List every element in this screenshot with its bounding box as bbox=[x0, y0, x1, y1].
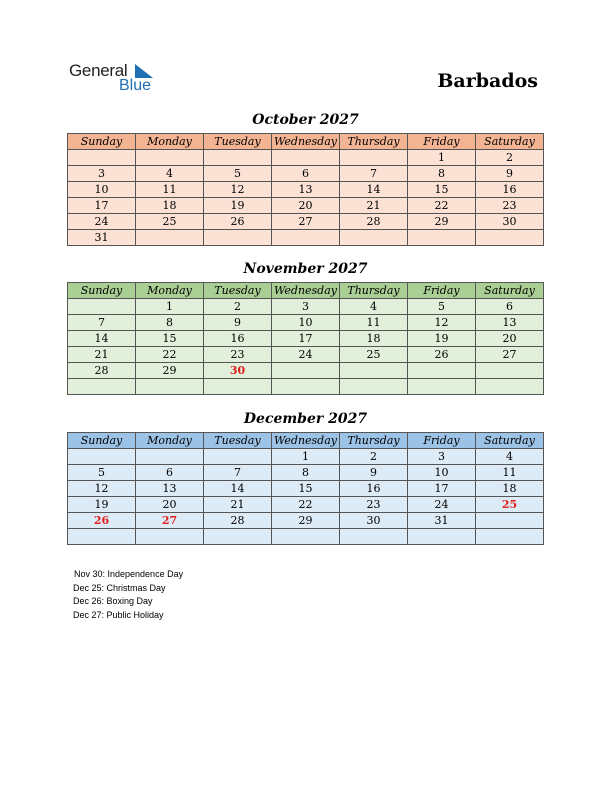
day-cell: 30 bbox=[476, 214, 544, 230]
logo-text-blue: Blue bbox=[119, 77, 152, 94]
day-cell: 29 bbox=[272, 513, 340, 529]
calendar-october bbox=[67, 133, 544, 246]
day-cell: 29 bbox=[136, 363, 204, 379]
day-cell bbox=[136, 150, 204, 166]
day-cell: 5 bbox=[408, 299, 476, 315]
day-cell: 26 bbox=[204, 214, 272, 230]
day-cell: 8 bbox=[136, 315, 204, 331]
day-cell: 22 bbox=[408, 198, 476, 214]
week-row bbox=[68, 182, 544, 198]
week-row bbox=[68, 379, 544, 395]
weekday-header-saturday: Saturday bbox=[476, 433, 544, 449]
week-row bbox=[68, 481, 544, 497]
weekday-header-row bbox=[68, 433, 544, 449]
week-row bbox=[68, 497, 544, 513]
week-row bbox=[68, 166, 544, 182]
month-title-december: December 2027 bbox=[243, 411, 368, 427]
weekday-header-sunday: Sunday bbox=[68, 283, 136, 299]
weekday-header-wednesday: Wednesday bbox=[272, 134, 340, 150]
day-cell: 19 bbox=[204, 198, 272, 214]
day-cell: 15 bbox=[136, 331, 204, 347]
day-cell bbox=[204, 230, 272, 246]
day-cell: 4 bbox=[136, 166, 204, 182]
day-cell bbox=[408, 230, 476, 246]
weekday-header-friday: Friday bbox=[408, 433, 476, 449]
day-cell: 25 bbox=[340, 347, 408, 363]
day-cell: 27 bbox=[476, 347, 544, 363]
day-cell bbox=[476, 529, 544, 545]
day-cell bbox=[340, 379, 408, 395]
day-cell: 23 bbox=[204, 347, 272, 363]
day-cell: 1 bbox=[272, 449, 340, 465]
country-title: Barbados bbox=[437, 70, 538, 92]
weekday-header-wednesday: Wednesday bbox=[272, 283, 340, 299]
day-cell: 7 bbox=[204, 465, 272, 481]
day-cell: 23 bbox=[476, 198, 544, 214]
day-cell bbox=[476, 363, 544, 379]
month-title-october: October 2027 bbox=[252, 112, 359, 128]
week-row bbox=[68, 529, 544, 545]
day-cell: 23 bbox=[340, 497, 408, 513]
day-cell: 18 bbox=[476, 481, 544, 497]
weekday-header-monday: Monday bbox=[136, 283, 204, 299]
weekday-header-thursday: Thursday bbox=[340, 433, 408, 449]
day-cell: 14 bbox=[340, 182, 408, 198]
week-row bbox=[68, 230, 544, 246]
day-cell bbox=[476, 379, 544, 395]
week-row bbox=[68, 363, 544, 379]
day-cell bbox=[68, 529, 136, 545]
day-cell: 27 bbox=[272, 214, 340, 230]
day-cell: 28 bbox=[204, 513, 272, 529]
day-cell: 24 bbox=[68, 214, 136, 230]
day-cell: 10 bbox=[272, 315, 340, 331]
day-cell: 9 bbox=[476, 166, 544, 182]
weekday-header-thursday: Thursday bbox=[340, 283, 408, 299]
weekday-header-monday: Monday bbox=[136, 134, 204, 150]
day-cell bbox=[136, 379, 204, 395]
day-cell: 6 bbox=[272, 166, 340, 182]
day-cell bbox=[136, 449, 204, 465]
day-cell bbox=[68, 379, 136, 395]
day-cell: 15 bbox=[272, 481, 340, 497]
weekday-header-saturday: Saturday bbox=[476, 134, 544, 150]
day-cell: 15 bbox=[408, 182, 476, 198]
day-cell: 11 bbox=[476, 465, 544, 481]
holiday-note: Nov 30: Independence Day bbox=[74, 569, 184, 579]
weekday-header-friday: Friday bbox=[408, 134, 476, 150]
week-row bbox=[68, 150, 544, 166]
day-cell bbox=[340, 150, 408, 166]
week-row bbox=[68, 465, 544, 481]
day-cell bbox=[68, 150, 136, 166]
day-cell: 24 bbox=[272, 347, 340, 363]
generalblue-logo bbox=[69, 61, 169, 97]
weekday-header-tuesday: Tuesday bbox=[204, 433, 272, 449]
day-cell bbox=[476, 513, 544, 529]
day-cell: 4 bbox=[340, 299, 408, 315]
day-cell: 1 bbox=[408, 150, 476, 166]
day-cell bbox=[204, 529, 272, 545]
day-cell bbox=[340, 230, 408, 246]
day-cell: 30 bbox=[204, 363, 272, 379]
day-cell: 20 bbox=[476, 331, 544, 347]
weekday-header-sunday: Sunday bbox=[68, 433, 136, 449]
week-row bbox=[68, 299, 544, 315]
day-cell: 12 bbox=[204, 182, 272, 198]
week-row bbox=[68, 214, 544, 230]
day-cell: 3 bbox=[408, 449, 476, 465]
day-cell bbox=[136, 529, 204, 545]
day-cell: 20 bbox=[272, 198, 340, 214]
day-cell: 14 bbox=[68, 331, 136, 347]
day-cell: 13 bbox=[136, 481, 204, 497]
day-cell bbox=[272, 150, 340, 166]
logo-triangle-icon bbox=[135, 64, 153, 78]
day-cell: 13 bbox=[476, 315, 544, 331]
day-cell: 12 bbox=[68, 481, 136, 497]
day-cell: 10 bbox=[68, 182, 136, 198]
day-cell: 13 bbox=[272, 182, 340, 198]
day-cell: 2 bbox=[340, 449, 408, 465]
day-cell: 19 bbox=[68, 497, 136, 513]
weekday-header-sunday: Sunday bbox=[68, 134, 136, 150]
calendar-november bbox=[67, 282, 544, 395]
day-cell: 24 bbox=[408, 497, 476, 513]
day-cell bbox=[272, 363, 340, 379]
day-cell: 21 bbox=[204, 497, 272, 513]
day-cell: 28 bbox=[68, 363, 136, 379]
day-cell: 3 bbox=[68, 166, 136, 182]
day-cell: 26 bbox=[408, 347, 476, 363]
day-cell bbox=[204, 150, 272, 166]
day-cell: 21 bbox=[68, 347, 136, 363]
day-cell: 7 bbox=[340, 166, 408, 182]
day-cell: 17 bbox=[408, 481, 476, 497]
week-row bbox=[68, 449, 544, 465]
day-cell: 11 bbox=[340, 315, 408, 331]
day-cell bbox=[68, 449, 136, 465]
weekday-header-wednesday: Wednesday bbox=[272, 433, 340, 449]
day-cell bbox=[272, 529, 340, 545]
weekday-header-row bbox=[68, 283, 544, 299]
weekday-header-thursday: Thursday bbox=[340, 134, 408, 150]
day-cell: 10 bbox=[408, 465, 476, 481]
day-cell bbox=[68, 299, 136, 315]
day-cell bbox=[272, 230, 340, 246]
week-row bbox=[68, 315, 544, 331]
day-cell bbox=[340, 529, 408, 545]
day-cell: 28 bbox=[340, 214, 408, 230]
day-cell: 17 bbox=[68, 198, 136, 214]
day-cell: 2 bbox=[476, 150, 544, 166]
day-cell: 30 bbox=[340, 513, 408, 529]
day-cell bbox=[476, 230, 544, 246]
day-cell: 26 bbox=[68, 513, 136, 529]
weekday-header-monday: Monday bbox=[136, 433, 204, 449]
week-row bbox=[68, 198, 544, 214]
day-cell: 6 bbox=[136, 465, 204, 481]
holiday-note: Dec 25: Christmas Day bbox=[73, 582, 166, 593]
weekday-header-tuesday: Tuesday bbox=[204, 134, 272, 150]
day-cell bbox=[204, 379, 272, 395]
day-cell: 22 bbox=[136, 347, 204, 363]
day-cell: 5 bbox=[68, 465, 136, 481]
day-cell: 18 bbox=[136, 198, 204, 214]
week-row bbox=[68, 513, 544, 529]
day-cell: 1 bbox=[136, 299, 204, 315]
weekday-header-tuesday: Tuesday bbox=[204, 283, 272, 299]
holiday-note: Dec 27: Public Holiday bbox=[73, 609, 164, 620]
day-cell: 18 bbox=[340, 331, 408, 347]
day-cell bbox=[340, 363, 408, 379]
weekday-header-row bbox=[68, 134, 544, 150]
day-cell: 17 bbox=[272, 331, 340, 347]
day-cell: 9 bbox=[204, 315, 272, 331]
day-cell: 7 bbox=[68, 315, 136, 331]
day-cell: 3 bbox=[272, 299, 340, 315]
day-cell: 12 bbox=[408, 315, 476, 331]
day-cell: 21 bbox=[340, 198, 408, 214]
day-cell bbox=[408, 529, 476, 545]
week-row bbox=[68, 347, 544, 363]
day-cell: 20 bbox=[136, 497, 204, 513]
day-cell: 31 bbox=[68, 230, 136, 246]
day-cell bbox=[136, 230, 204, 246]
day-cell: 31 bbox=[408, 513, 476, 529]
weekday-header-saturday: Saturday bbox=[476, 283, 544, 299]
holiday-note: Dec 26: Boxing Day bbox=[73, 596, 153, 606]
day-cell: 5 bbox=[204, 166, 272, 182]
day-cell: 22 bbox=[272, 497, 340, 513]
week-row bbox=[68, 331, 544, 347]
day-cell: 16 bbox=[204, 331, 272, 347]
weekday-header-friday: Friday bbox=[408, 283, 476, 299]
logo-text-general: General bbox=[69, 61, 128, 80]
day-cell bbox=[408, 363, 476, 379]
day-cell: 2 bbox=[204, 299, 272, 315]
calendar-december bbox=[67, 432, 544, 545]
day-cell: 16 bbox=[476, 182, 544, 198]
day-cell bbox=[272, 379, 340, 395]
month-title-november: November 2027 bbox=[243, 261, 368, 277]
day-cell: 8 bbox=[272, 465, 340, 481]
day-cell: 16 bbox=[340, 481, 408, 497]
day-cell: 25 bbox=[476, 497, 544, 513]
day-cell: 8 bbox=[408, 166, 476, 182]
day-cell: 14 bbox=[204, 481, 272, 497]
holiday-notes bbox=[74, 568, 183, 622]
day-cell: 9 bbox=[340, 465, 408, 481]
day-cell: 19 bbox=[408, 331, 476, 347]
day-cell: 4 bbox=[476, 449, 544, 465]
day-cell: 27 bbox=[136, 513, 204, 529]
day-cell: 11 bbox=[136, 182, 204, 198]
day-cell: 29 bbox=[408, 214, 476, 230]
day-cell: 25 bbox=[136, 214, 204, 230]
day-cell bbox=[204, 449, 272, 465]
day-cell: 6 bbox=[476, 299, 544, 315]
day-cell bbox=[408, 379, 476, 395]
